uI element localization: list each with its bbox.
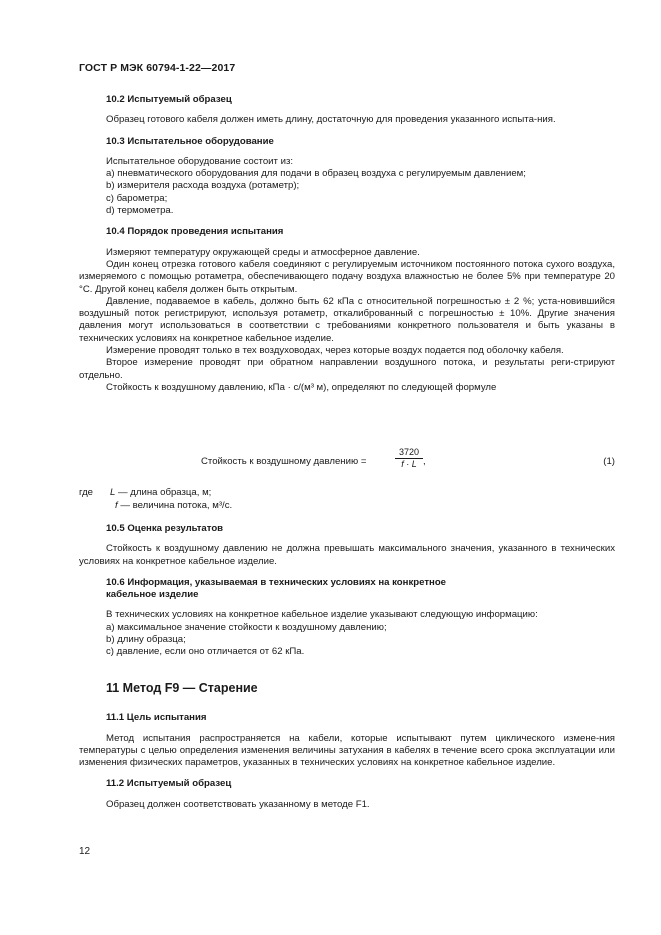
formula-fraction xyxy=(395,447,423,470)
formula-numerator: 3720 xyxy=(395,447,423,459)
paragraph: Метод испытания распространяется на кабели, которые испытывают путем циклического измене-ния температуры с целью определения изменения величины затухания в кабелях в течение всего срока эксплуатации или изменения физических параметров, указанных в технических условиях на конкретное кабельное изделие. xyxy=(79,732,615,769)
paragraph: Измеряют температуру окружающей среды и атмосферное давление. xyxy=(106,246,420,258)
paragraph: Второе измерение проводят при обратном направлении воздушного потока, и результаты реги-стрируют отдельно. xyxy=(79,357,615,381)
list-item: d) термометра. xyxy=(106,205,174,217)
symbol-f-description: — величина потока, м³/с. xyxy=(120,500,233,511)
body-block-3 xyxy=(79,682,615,811)
list-item: c) давление, если оно отличается от 62 кПа. xyxy=(106,646,305,658)
list-item: a) максимальное значение стойкости к воздушному давлению; xyxy=(106,621,387,633)
section-heading-10-6-cont: кабельное изделие xyxy=(106,589,199,601)
formula-number: (1) xyxy=(603,456,615,467)
symbol-l: L xyxy=(110,487,116,498)
section-heading-10-2: 10.2 Испытуемый образец xyxy=(106,94,232,105)
section-heading-10-4: 10.4 Порядок проведения испытания xyxy=(106,226,284,238)
formula-legend xyxy=(79,486,232,512)
formula-left-side: Стойкость к воздушному давлению = xyxy=(201,456,367,467)
paragraph: Один конец отрезка готового кабеля соединяют с регулируемым источником постоянного потока сухого воздуха, измеряемого с помощью ротаметра, обеспечивающего подачу воздуха влажностью не более 5% при температуре 20 °С. Другой конец кабеля должен быть открытым. xyxy=(79,258,615,295)
formula-comma: , xyxy=(423,456,426,467)
section-heading-10-5: 10.5 Оценка результатов xyxy=(106,523,224,534)
paragraph: Испытательное оборудование состоит из: xyxy=(106,155,294,167)
list-item: a) пневматического оборудования для подачи в образец воздуха с регулируемым давлением; xyxy=(106,168,526,180)
chapter-heading-11: 11 Метод F9 — Старение xyxy=(106,681,258,695)
list-item: b) длину образца; xyxy=(106,634,186,646)
section-heading-11-1: 11.1 Цель испытания xyxy=(106,712,207,724)
paragraph: Стойкость к воздушному давлению, кПа · с/(м³ м), определяют по следующей формуле xyxy=(106,381,497,393)
symbol-l-description: — длина образца, м; xyxy=(118,487,212,498)
section-heading-10-3: 10.3 Испытательное оборудование xyxy=(106,135,274,147)
paragraph: Образец готового кабеля должен иметь длину, достаточную для проведения указанного испыта-ния. xyxy=(106,114,556,126)
document-header: ГОСТ Р МЭК 60794-1-22—2017 xyxy=(79,62,236,74)
page-number: 12 xyxy=(79,846,91,857)
where-label: где xyxy=(79,487,94,498)
list-item: c) барометра; xyxy=(106,192,168,204)
paragraph: В технических условиях на конкретное кабельное изделие указывают следующую информацию: xyxy=(106,609,538,621)
paragraph: Давление, подаваемое в кабель, должно быть 62 кПа с относительной погрешностью ± 2 %; уста-новившийся воздушный поток регистрируют, используя ротаметр, откалиброванный с погрешностью ± 10%. Другие значения давления могут использоваться в соответствии с требованиями конкретного пользователя и быть указаны в технических условиях на конкретное кабельное изделие. xyxy=(79,295,615,344)
section-heading-10-6: 10.6 Информация, указываемая в технических условиях на конкретное xyxy=(106,576,447,588)
list-item: b) измерителя расхода воздуха (ротаметр); xyxy=(106,180,300,192)
body-block-1 xyxy=(79,94,615,394)
formula-denominator: f · L xyxy=(401,459,417,469)
paragraph: Измерение проводят только в тех воздуховодах, через которые воздух подается под оболочку кабеля. xyxy=(106,345,564,357)
paragraph: Образец должен соответствовать указанному в методе F1. xyxy=(106,798,370,810)
paragraph: Стойкость к воздушному давлению не должна превышать максимального значения, указанного в технических условиях на конкретное кабельное изделие. xyxy=(79,543,615,567)
section-heading-11-2: 11.2 Испытуемый образец xyxy=(106,778,232,790)
body-block-2 xyxy=(79,523,615,659)
symbol-f: f xyxy=(115,500,118,511)
